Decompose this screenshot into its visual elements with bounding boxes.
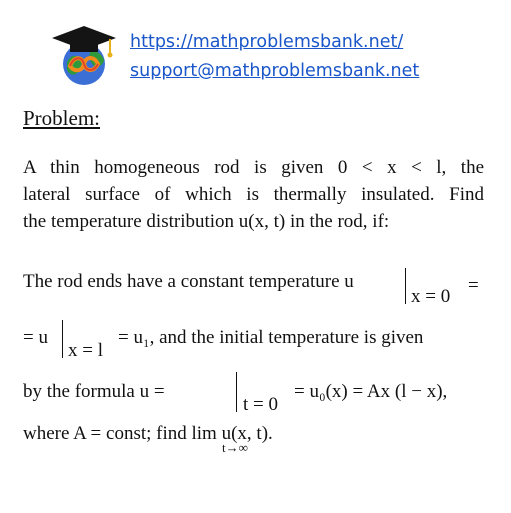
problem-line-7: where A = const; find lim u(x, t).: [23, 423, 273, 444]
support-email-link[interactable]: support@mathproblemsbank.net: [130, 61, 420, 81]
eval-bar-1: [405, 268, 406, 304]
problem-line-6-start: by the formula u =: [23, 381, 165, 402]
problem-line-6-rest: = u₀(x) = Ax (l − x),: [294, 381, 448, 402]
eval-bar-2: [62, 320, 63, 358]
eval-subscript-1: x = 0: [411, 286, 451, 307]
graduation-cap-globe-logo: [50, 22, 118, 88]
eval-bar-3: [236, 372, 237, 412]
problem-line-2: lateral surface of which is thermally insulated. Find: [23, 184, 484, 205]
problem-line-1: A thin homogeneous rod is given 0 < x < l, the: [23, 157, 484, 178]
equals-sign: =: [468, 275, 479, 296]
problem-heading: Problem:: [23, 106, 100, 130]
website-link[interactable]: https://mathproblemsbank.net/: [130, 32, 404, 52]
eval-subscript-2: x = l: [68, 340, 103, 361]
problem-line-5-start: = u: [23, 327, 48, 348]
problem-line-5-rest: = u₁, and the initial temperature is given: [118, 327, 424, 348]
problem-line-4: The rod ends have a constant temperature u: [23, 271, 354, 292]
problem-line-3: the temperature distribution u(x, t) in the rod, if:: [23, 211, 390, 232]
limit-subscript: t→∞: [222, 440, 248, 455]
eval-subscript-3: t = 0: [243, 394, 278, 415]
